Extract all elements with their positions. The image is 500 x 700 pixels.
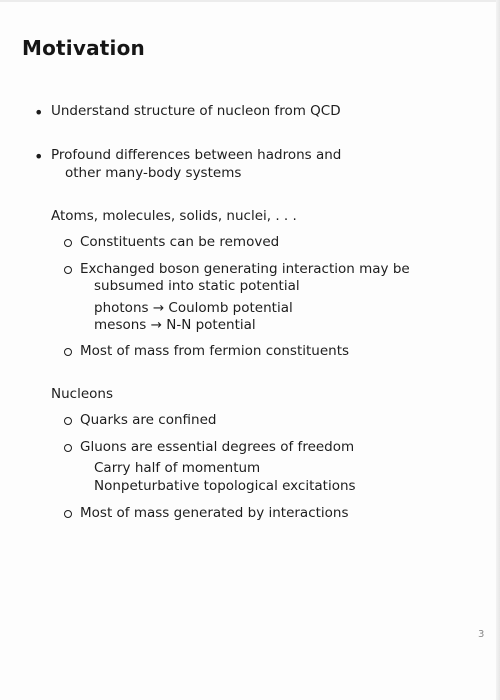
bullet-text-line2: other many-body systems	[65, 165, 242, 181]
nucleons-subitem: Carry half of momentum	[94, 460, 261, 476]
page-top-edge	[0, 0, 500, 2]
circle-bullet-icon	[64, 444, 72, 452]
slide-title: Motivation	[22, 36, 145, 60]
nucleons-item: Quarks are confined	[80, 412, 217, 428]
circle-bullet-icon	[64, 510, 72, 518]
bullet-text-line1: Profound differences between hadrons and	[51, 147, 342, 163]
bullet-text: Understand structure of nucleon from QCD	[51, 103, 341, 119]
nucleons-subitem: Nonpeturbative topological excitations	[94, 478, 356, 494]
page-right-edge	[496, 0, 500, 700]
bullet-dot: •	[34, 103, 44, 122]
circle-bullet-icon	[64, 417, 72, 425]
page-number: 3	[478, 629, 485, 640]
atoms-item: Most of mass from fermion constituents	[80, 343, 350, 359]
atoms-subitem: photons → Coulomb potential	[94, 300, 293, 316]
atoms-item-line1: Exchanged boson generating interaction may be	[80, 261, 410, 277]
nucleons-heading: Nucleons	[51, 386, 113, 402]
nucleons-item: Most of mass generated by interactions	[80, 505, 349, 521]
atoms-item-line2: subsumed into static potential	[94, 278, 300, 294]
circle-bullet-icon	[64, 348, 72, 356]
atoms-item: Constituents can be removed	[80, 234, 280, 250]
atoms-subitem: mesons → N-N potential	[94, 317, 256, 333]
bullet-dot: •	[34, 147, 44, 166]
circle-bullet-icon	[64, 266, 72, 274]
atoms-heading: Atoms, molecules, solids, nuclei, . . .	[51, 208, 297, 224]
circle-bullet-icon	[64, 239, 72, 247]
nucleons-item: Gluons are essential degrees of freedom	[80, 439, 355, 455]
